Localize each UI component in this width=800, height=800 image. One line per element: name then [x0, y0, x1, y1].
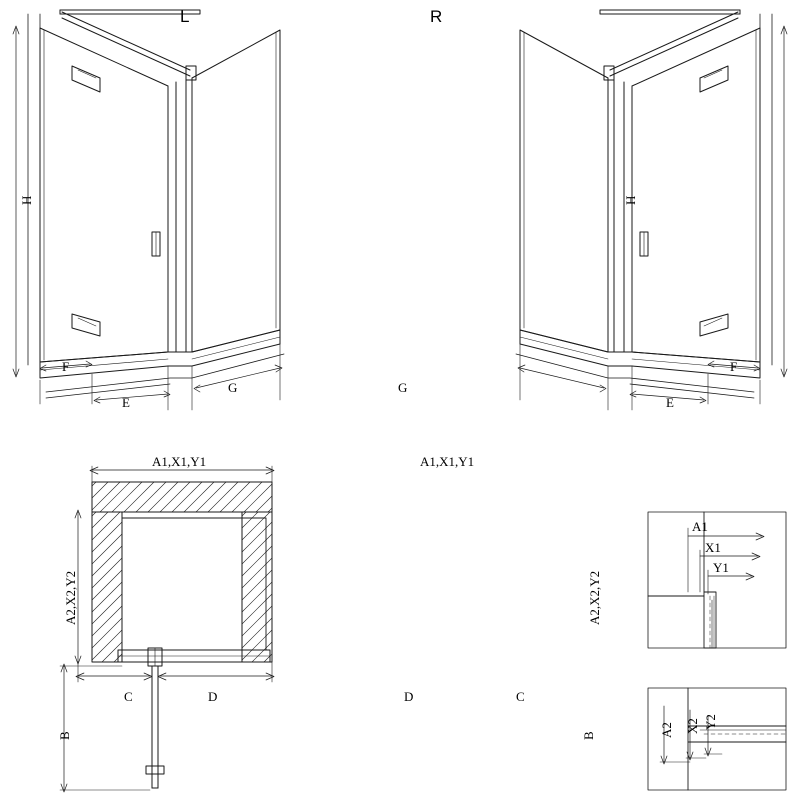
plan-left-d-label: D — [208, 689, 218, 704]
iso-right-height-label: H — [623, 195, 638, 205]
detail-top — [648, 512, 786, 648]
iso-right-f-label: F — [730, 359, 738, 374]
detail-bottom-x2-label: X2 — [685, 718, 700, 734]
plan-right-top-dim-label: A1,X1,Y1 — [420, 454, 475, 469]
iso-left-height-label: H — [19, 195, 34, 205]
iso-left-e-label: E — [122, 395, 130, 410]
iso-left-g-label: G — [228, 380, 238, 395]
plan-right-side-dim-label: A2,X2,Y2 — [587, 570, 602, 625]
plan-right-d-label: D — [404, 689, 414, 704]
detail-bottom-y2-label: Y2 — [703, 714, 718, 730]
iso-right-title: R — [430, 7, 443, 26]
plan-right-c-label: C — [516, 689, 525, 704]
detail-top-y1-label: Y1 — [713, 560, 729, 575]
detail-bottom-a2-label: A2 — [659, 722, 674, 738]
plan-view-left — [57, 466, 274, 792]
iso-view-left — [13, 7, 284, 410]
iso-right-e-label: E — [666, 395, 674, 410]
plan-left-c-label: C — [124, 689, 133, 704]
detail-top-x1-label: X1 — [705, 540, 721, 555]
plan-left-side-dim-label: A2,X2,Y2 — [63, 570, 78, 625]
plan-right-b-label: B — [581, 731, 596, 740]
detail-bottom — [648, 688, 786, 790]
plan-left-b-label: B — [57, 731, 72, 740]
detail-top-a1-label: A1 — [692, 519, 708, 534]
iso-view-right — [516, 10, 787, 410]
iso-right-g-label: G — [398, 380, 408, 395]
plan-left-top-dim-label: A1,X1,Y1 — [152, 454, 207, 469]
iso-left-title: L — [180, 7, 190, 26]
iso-left-f-label: F — [62, 359, 70, 374]
